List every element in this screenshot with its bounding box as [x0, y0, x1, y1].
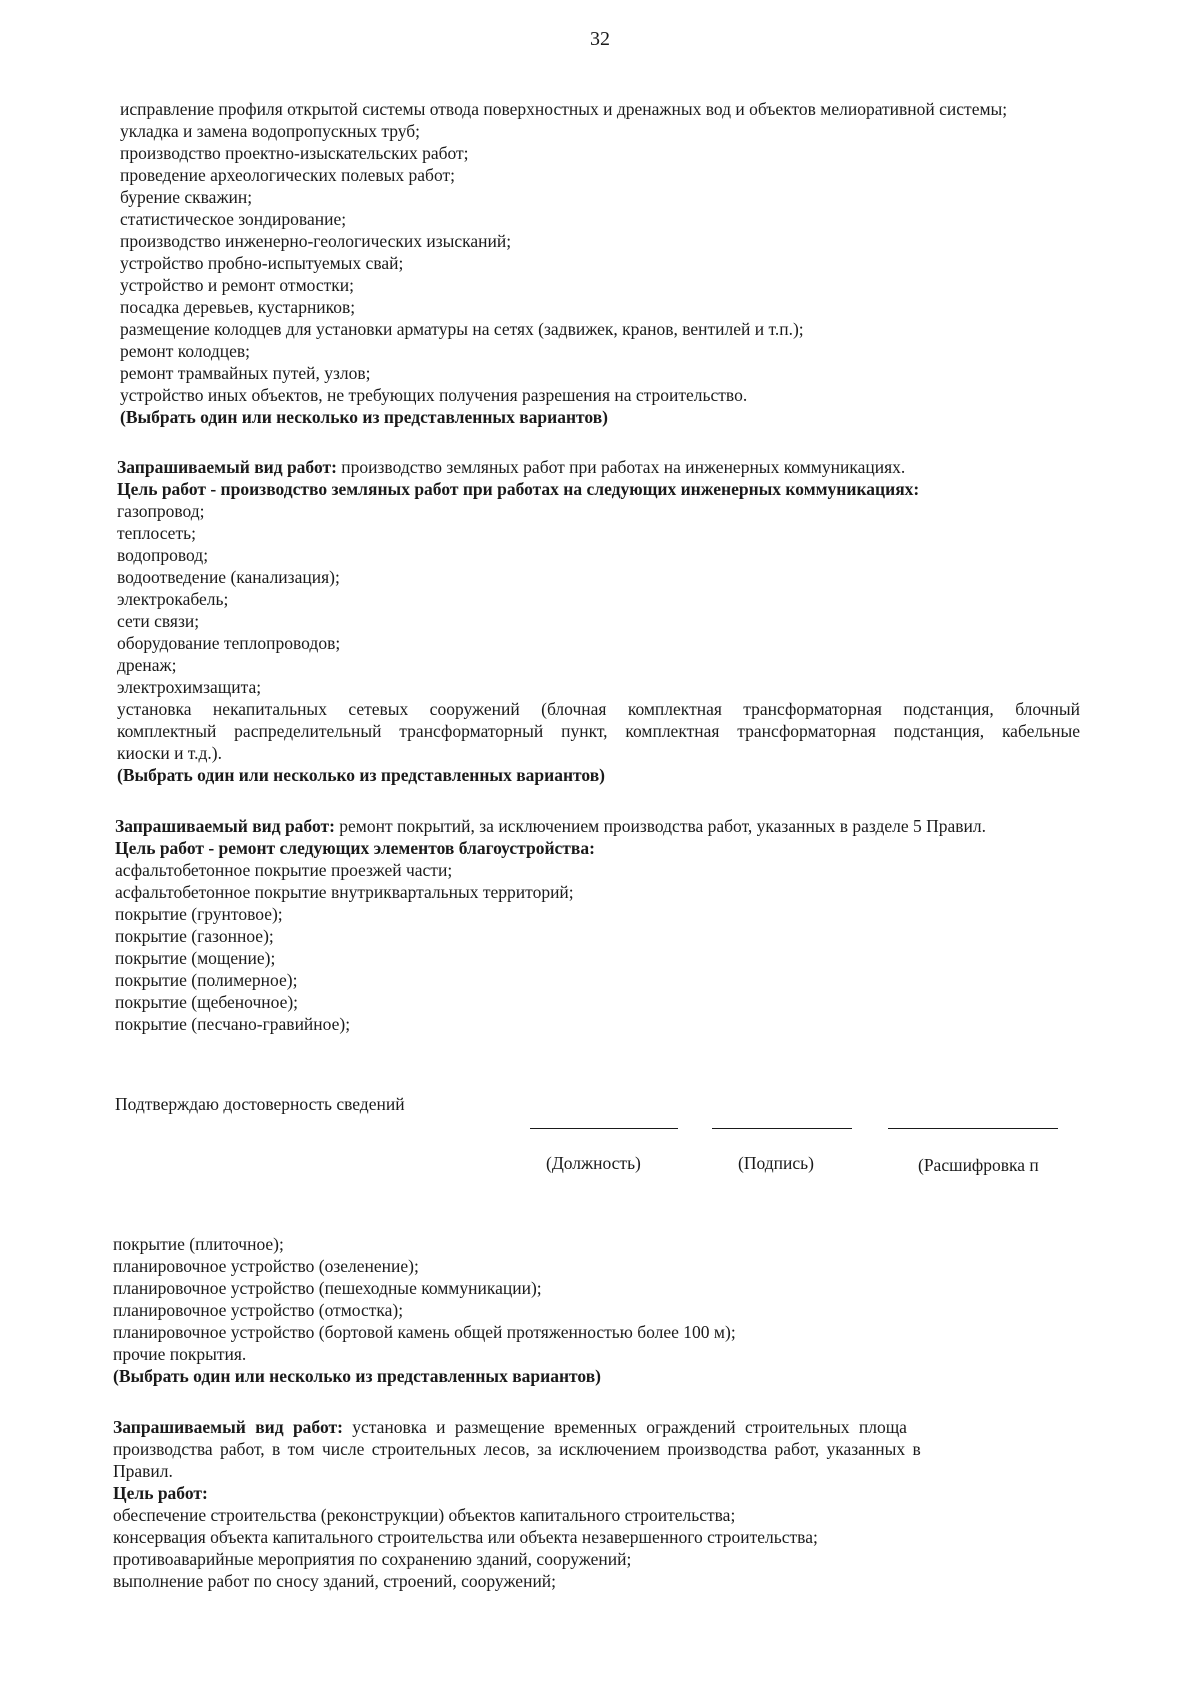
work-goal: Цель работ: — [113, 1483, 208, 1503]
work-type-line — [113, 1416, 1063, 1438]
choose-note: (Выбрать один или несколько из представленных вариантов) — [113, 1366, 602, 1386]
list-item: покрытие (грунтовое); — [115, 904, 283, 924]
position-line[interactable] — [530, 1128, 678, 1129]
list-item: устройство иных объектов, не требующих получения разрешения на строительство. — [120, 385, 748, 405]
list-item: консервация объекта капитального строительства или объекта незавершенного строительства; — [113, 1527, 818, 1547]
list-item: покрытие (полимерное); — [115, 970, 298, 990]
list-item: оборудование теплопроводов; — [117, 633, 341, 653]
list-item: покрытие (газонное); — [115, 926, 274, 946]
list-item: планировочное устройство (пешеходные коммуникации); — [113, 1278, 542, 1298]
list-item: посадка деревьев, кустарников; — [120, 297, 356, 317]
list-item: ремонт колодцев; — [120, 341, 251, 361]
list-item: сети связи; — [117, 611, 200, 631]
list-item: газопровод; — [117, 501, 205, 521]
decode-label: (Расшифровка п — [918, 1155, 1039, 1175]
list-item: электрохимзащита; — [117, 677, 262, 697]
list-item-long-3: киоски и т.д.). — [117, 743, 222, 763]
list-item: дренаж; — [117, 655, 177, 675]
list-item: выполнение работ по сносу зданий, строений, сооружений; — [113, 1571, 557, 1591]
list-item: покрытие (песчано-гравийное); — [115, 1014, 351, 1034]
list-item: устройство пробно-испытуемых свай; — [120, 253, 404, 273]
list-item: обеспечение строительства (реконструкции) объектов капитального строительства; — [113, 1505, 736, 1525]
list-item: проведение археологических полевых работ; — [120, 165, 455, 185]
list-item: покрытие (щебеночное); — [115, 992, 299, 1012]
list-item: теплосеть; — [117, 523, 196, 543]
list-item: планировочное устройство (отмостка); — [113, 1300, 404, 1320]
list-item: укладка и замена водопропускных труб; — [120, 121, 421, 141]
list-item: водоотведение (канализация); — [117, 567, 340, 587]
list-item: бурение скважин; — [120, 187, 253, 207]
list-item: планировочное устройство (бортовой камень общей протяженностью более 100 м); — [113, 1322, 736, 1342]
work-goal: Цель работ - ремонт следующих элементов благоустройства: — [115, 838, 595, 858]
list-item-long-2: комплектный распределительный трансформаторный пункт, комплектная трансформаторная подстанция, кабельные — [117, 721, 1080, 741]
list-item: ремонт трамвайных путей, узлов; — [120, 363, 371, 383]
list-item-long-1: установка некапитальных сетевых сооружений (блочная комплектная трансформаторная подстанция, блочный — [117, 699, 1080, 719]
list-item: планировочное устройство (озеленение); — [113, 1256, 419, 1276]
list-item: прочие покрытия. — [113, 1344, 247, 1364]
work-type-label: Запрашиваемый вид работ: — [113, 1417, 343, 1437]
list-item: электрокабель; — [117, 589, 229, 609]
work-type-value: установка и размещение временных ограждений строительных площа — [342, 1417, 907, 1437]
list-item: покрытие (мощение); — [115, 948, 276, 968]
work-type-label: Запрашиваемый вид работ: — [117, 457, 337, 477]
list-item: статистическое зондирование; — [120, 209, 347, 229]
work-type-label: Запрашиваемый вид работ: — [115, 816, 335, 836]
list-item: производство инженерно-геологических изысканий; — [120, 231, 512, 251]
work-type-value: производство земляных работ при работах на инженерных коммуникациях. — [336, 457, 906, 477]
signature-line[interactable] — [712, 1128, 852, 1129]
list-item: асфальтобетонное покрытие внутриквартальных территорий; — [115, 882, 574, 902]
list-item: покрытие (плиточное); — [113, 1234, 284, 1254]
list-item: противоаварийные мероприятия по сохранению зданий, сооружений; — [113, 1549, 632, 1569]
work-goal: Цель работ - производство земляных работ при работах на следующих инженерных коммуникациях: — [117, 479, 920, 499]
work-type-line-2: производства работ, в том числе строительных лесов, за исключением производства работ, указанных в — [113, 1439, 921, 1459]
work-type-line — [115, 815, 986, 837]
choose-note: (Выбрать один или несколько из представленных вариантов) — [120, 407, 609, 427]
work-type-line-3: Правил. — [113, 1461, 173, 1481]
position-label: (Должность) — [546, 1153, 641, 1173]
list-item: исправление профиля открытой системы отвода поверхностных и дренажных вод и объектов мелиоративной системы; — [120, 99, 1008, 119]
work-type-value: ремонт покрытий, за исключением производства работ, указанных в разделе 5 Правил. — [334, 816, 987, 836]
list-item: асфальтобетонное покрытие проезжей части; — [115, 860, 453, 880]
page-number: 32 — [590, 28, 610, 50]
list-item: производство проектно-изыскательских работ; — [120, 143, 469, 163]
confirm-text: Подтверждаю достоверность сведений — [115, 1094, 405, 1114]
list-item: устройство и ремонт отмостки; — [120, 275, 354, 295]
decode-line[interactable] — [888, 1128, 1058, 1129]
list-item: водопровод; — [117, 545, 209, 565]
choose-note: (Выбрать один или несколько из представленных вариантов) — [117, 765, 606, 785]
work-type-line — [117, 456, 905, 478]
signature-label: (Подпись) — [738, 1153, 814, 1173]
list-item: размещение колодцев для установки арматуры на сетях (задвижек, кранов, вентилей и т.п.); — [120, 319, 804, 339]
